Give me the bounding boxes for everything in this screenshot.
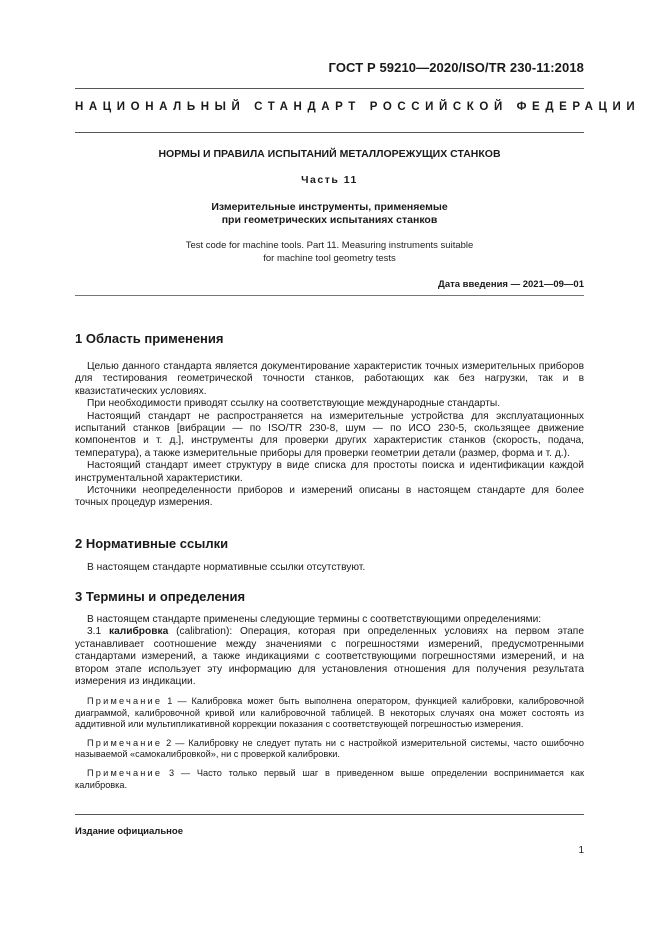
- term-number: 3.1: [87, 626, 102, 638]
- section-1-heading: 1 Область применения: [75, 331, 224, 346]
- term-text: (calibration): Операция, которая при определенных условиях на первом этапе устанавливает соотношение между значениями с погрешностями измерений, предусмотренными стандартами измерений, а также индикациями с соответствующими погрешностями измерений, и на втором этапе использует эту информацию для установления отношения для получения результата измерения из индикации.: [75, 626, 584, 688]
- s1-flow: [75, 361, 584, 510]
- note-1: [75, 696, 584, 730]
- note-label: Примечание: [87, 696, 163, 707]
- part-label: Часть 11: [301, 174, 358, 186]
- note-label: Примечание: [87, 768, 163, 779]
- s2-flow: [75, 562, 584, 574]
- s1-paragraph-5: Источники неопределенности приборов и измерений описаны в настоящем стандарте для более точных процедур измерения.: [75, 485, 584, 509]
- page-number: 1: [578, 845, 584, 856]
- note-3-text: 3 — Часто только первый шаг в приведенном выше определении воспринимается как калибровка.: [75, 768, 584, 790]
- note-2-text: 2 — Калибровку не следует путать ни с настройкой измерительной системы, часто ошибочно называемой «самокалибровкой», ни с проверкой калибровки.: [75, 738, 584, 760]
- gost-code: ГОСТ Р 59210—2020/ISO/TR 230-11:2018: [328, 60, 584, 75]
- subtitle-line-1: Измерительные инструменты, применяемые: [211, 201, 448, 213]
- s1-paragraph-4: Настоящий стандарт имеет структуру в виде списка для простоты поиска и идентификации каждой инструментальной характеристики.: [75, 460, 584, 484]
- note-2: [75, 738, 584, 760]
- s1-paragraph-3: Настоящий стандарт не распространяется на измерительные устройства для эксплуатационных испытаний станков [вибрации — по ISO/TR 230-8, шум — по ИСО 230-5, скользящее движение компонентов и т. д.], инструменты для проверки других характеристик станков (скорость, подача, температура), а также измерительные приборы для проверки геометрии детали (размер, форма и т. д.).: [75, 410, 584, 459]
- term-definition: [75, 626, 584, 688]
- english-title-line-2: for machine tool geometry tests: [263, 253, 396, 264]
- section-2-heading: 2 Нормативные ссылки: [75, 536, 229, 551]
- term-name: калибровка: [109, 626, 169, 638]
- section-3: [75, 591, 584, 603]
- top-rule: [75, 88, 584, 89]
- english-title: [75, 239, 584, 265]
- note-3: [75, 768, 584, 790]
- footer-rule: [75, 814, 584, 815]
- subtitle-line-2: при геометрических испытаниях станков: [221, 214, 438, 226]
- s1-paragraph-1: Целью данного стандарта является документирование характеристик точных измерительных приборов для тестирования геометрической точности станков, работающих как без нагрузки, так и в квазистатических условиях.: [75, 361, 584, 397]
- bottom-rule: [75, 132, 584, 133]
- date-rule: [75, 295, 584, 296]
- english-title-line-1: Test code for machine tools. Part 11. Measuring instruments suitable: [185, 240, 474, 251]
- section-1: [75, 333, 584, 345]
- note-label: Примечание: [87, 738, 163, 749]
- subtitle: [75, 201, 584, 227]
- document-title: НОРМЫ И ПРАВИЛА ИСПЫТАНИЙ МЕТАЛЛОРЕЖУЩИХ СТАНКОВ: [158, 148, 501, 160]
- s1-paragraph-2: При необходимости приводят ссылку на соответствующие международные стандарты.: [87, 398, 501, 410]
- s3-flow: [75, 614, 584, 791]
- s3-paragraph-1: В настоящем стандарте применены следующие термины с соответствующими определениями:: [87, 614, 542, 625]
- note-1-text: 1 — Калибровка может быть выполнена оператором, функцией калибровки, калибровочной диаграммой, калибровочной кривой или калибровочной таблицей. В некоторых случаях она может состоять из аддитивной или мультипликативной коррекции показания с соответствующей погрешностью измерения.: [75, 696, 584, 729]
- section-3-heading: 3 Термины и определения: [75, 589, 246, 604]
- introduction-date: Дата введения — 2021—09—01: [438, 279, 584, 290]
- official-edition-label: Издание официальное: [75, 826, 183, 837]
- section-2: [75, 538, 584, 550]
- s2-paragraph-1: В настоящем стандарте нормативные ссылки отсутствуют.: [87, 562, 366, 573]
- national-standard-heading: НАЦИОНАЛЬНЫЙ СТАНДАРТ РОССИЙСКОЙ ФЕДЕРАЦИИ: [75, 101, 641, 113]
